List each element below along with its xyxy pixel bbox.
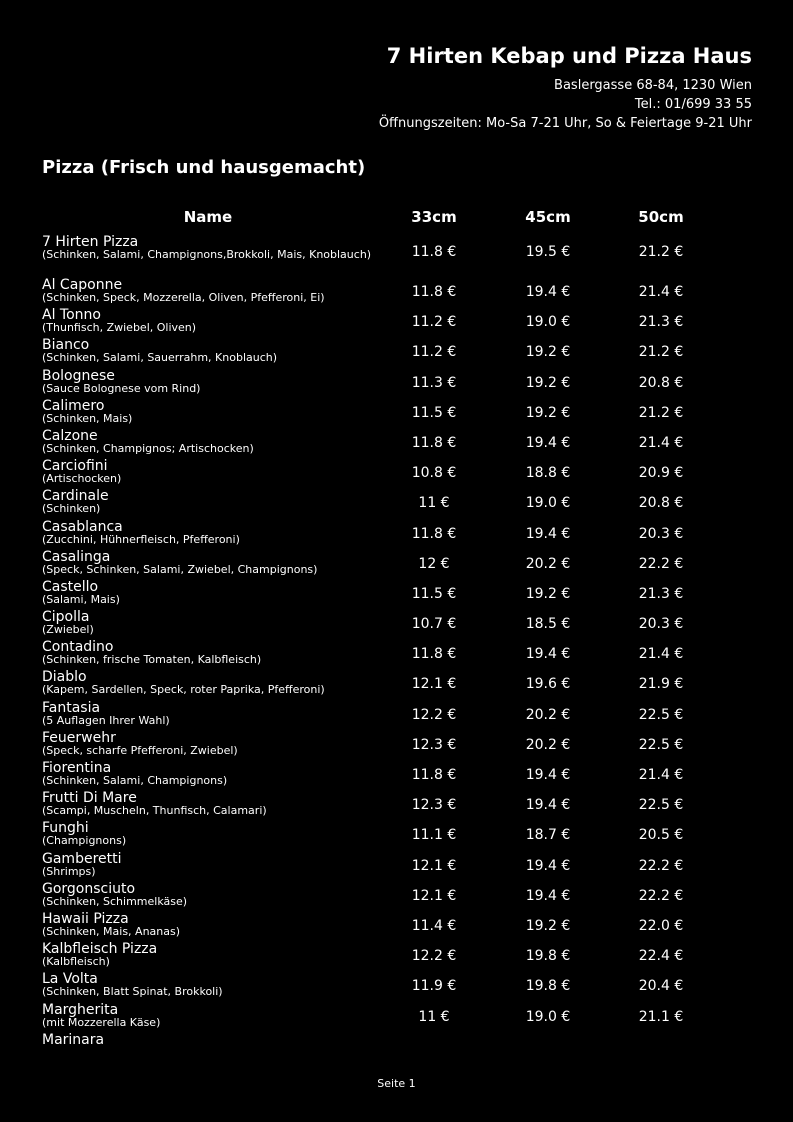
pizza-ingredients: (Zwiebel)	[42, 623, 94, 637]
column-header-50cm: 50cm	[638, 208, 684, 226]
pizza-name: Diablo	[42, 669, 87, 686]
price-45cm: 19.0 €	[525, 314, 571, 331]
price-33cm: 12.1 €	[411, 676, 457, 693]
price-50cm: 21.4 €	[638, 434, 684, 451]
price-33cm: 11.2 €	[411, 314, 457, 331]
pizza-name-cell	[42, 1002, 374, 1030]
pizza-name-cell	[42, 911, 374, 939]
price-33cm: 12.3 €	[411, 797, 457, 814]
table-row	[0, 639, 793, 669]
pizza-ingredients: (Schinken, Mais)	[42, 411, 133, 425]
pizza-name: Marinara	[42, 1031, 105, 1048]
pizza-name: Carciofini	[42, 458, 108, 475]
table-row	[0, 700, 793, 730]
price-33cm: 11 €	[418, 495, 450, 512]
price-33cm: 12.2 €	[411, 706, 457, 723]
pizza-name: Contadino	[42, 639, 114, 656]
price-33cm: 11.3 €	[411, 374, 457, 391]
pizza-name-cell	[42, 428, 374, 456]
price-45cm: 19.4 €	[525, 767, 571, 783]
pizza-name: Margherita	[42, 1001, 119, 1018]
table-row	[0, 428, 793, 458]
price-50cm: 22.5 €	[638, 706, 684, 723]
pizza-name-cell	[42, 398, 374, 426]
table-row	[0, 820, 793, 850]
pizza-name-cell	[42, 1032, 374, 1048]
price-45cm: 19.2 €	[525, 917, 571, 934]
price-45cm: 19.4 €	[525, 284, 571, 300]
price-50cm: 21.3 €	[638, 314, 684, 331]
price-45cm: 19.4 €	[525, 646, 571, 663]
pizza-name: Cipolla	[42, 609, 90, 626]
pizza-name: Funghi	[42, 820, 89, 837]
pizza-name: Casablanca	[42, 518, 123, 535]
pizza-name: Frutti Di Mare	[42, 790, 137, 807]
pizza-ingredients: (Schinken, Mais, Ananas)	[42, 924, 181, 938]
pizza-name-cell	[42, 760, 374, 788]
pizza-name-cell	[42, 971, 374, 999]
pizza-ingredients: (Speck, scharfe Pfefferoni, Zwiebel)	[42, 743, 238, 757]
price-50cm: 20.8 €	[638, 374, 684, 391]
pizza-name-cell	[42, 820, 374, 848]
price-50cm: 21.4 €	[638, 767, 684, 783]
price-33cm: 10.7 €	[411, 616, 457, 633]
price-45cm: 18.5 €	[525, 616, 571, 633]
price-45cm: 19.6 €	[525, 676, 571, 693]
table-row	[0, 1032, 793, 1062]
table-row	[0, 790, 793, 820]
pizza-ingredients: (Schinken, Salami, Champignons)	[42, 774, 228, 787]
price-50cm: 21.3 €	[638, 585, 684, 602]
pizza-name-cell	[42, 337, 374, 365]
price-45cm: 19.2 €	[525, 404, 571, 421]
table-row	[0, 730, 793, 760]
table-row	[0, 337, 793, 367]
table-row	[0, 609, 793, 639]
price-50cm: 21.2 €	[638, 244, 684, 260]
price-33cm: 11 €	[418, 1008, 450, 1025]
price-33cm: 11.8 €	[411, 646, 457, 663]
price-45cm: 19.8 €	[525, 978, 571, 995]
pizza-ingredients: (Champignons)	[42, 834, 127, 848]
pizza-name-cell	[42, 730, 374, 758]
price-50cm: 22.0 €	[638, 917, 684, 934]
pizza-name-cell	[42, 609, 374, 637]
pizza-name: Al Caponne	[42, 277, 123, 293]
price-33cm: 12.2 €	[411, 948, 457, 965]
table-row	[0, 549, 793, 579]
table-row	[0, 398, 793, 428]
price-50cm: 20.3 €	[638, 616, 684, 633]
price-33cm: 12.1 €	[411, 887, 457, 904]
pizza-ingredients: (5 Auflagen Ihrer Wahl)	[42, 713, 170, 727]
pizza-name: Al Tonno	[42, 307, 101, 324]
pizza-ingredients: (Speck, Schinken, Salami, Zwiebel, Champignons)	[42, 562, 318, 576]
table-row	[0, 307, 793, 337]
pizza-name: Gamberetti	[42, 850, 122, 867]
pizza-name: Casalinga	[42, 548, 111, 565]
price-50cm: 22.2 €	[638, 857, 684, 874]
pizza-name-cell	[42, 549, 374, 577]
pizza-name-cell	[42, 669, 374, 697]
pizza-name: Kalbfleisch Pizza	[42, 941, 158, 958]
pizza-ingredients: (Schinken, frische Tomaten, Kalbfleisch)	[42, 653, 262, 667]
pizza-name: Gorgonsciuto	[42, 880, 136, 897]
pizza-name-cell	[42, 579, 374, 607]
table-row	[0, 911, 793, 941]
section-title: Pizza (Frisch und hausgemacht)	[42, 157, 366, 178]
pizza-name: Fantasia	[42, 699, 101, 716]
price-45cm: 19.0 €	[525, 495, 571, 512]
price-45cm: 20.2 €	[525, 555, 571, 572]
column-header-name: Name	[183, 208, 233, 226]
pizza-name: Calzone	[42, 427, 98, 444]
price-33cm: 11.4 €	[411, 917, 457, 934]
table-row	[0, 760, 793, 790]
price-45cm: 19.2 €	[525, 344, 571, 361]
price-33cm: 11.2 €	[411, 344, 457, 361]
price-50cm: 20.5 €	[638, 827, 684, 844]
price-45cm: 19.8 €	[525, 948, 571, 965]
price-45cm: 19.4 €	[525, 857, 571, 874]
price-45cm: 19.0 €	[525, 1008, 571, 1025]
pizza-name-cell	[42, 277, 374, 305]
price-33cm: 11.9 €	[411, 978, 457, 995]
table-row	[0, 519, 793, 549]
pizza-name: Bolognese	[42, 367, 115, 384]
price-45cm: 20.2 €	[525, 706, 571, 723]
pizza-name: Bianco	[42, 337, 90, 354]
pizza-ingredients: (Salami, Mais)	[42, 592, 120, 606]
table-row	[0, 1002, 793, 1032]
price-33cm: 11.5 €	[411, 585, 457, 602]
price-50cm: 21.2 €	[638, 344, 684, 361]
pizza-ingredients: (Schinken, Champignos; Artischocken)	[42, 441, 254, 455]
menu-table	[0, 234, 793, 1062]
price-50cm: 22.4 €	[638, 948, 684, 965]
price-45cm: 18.8 €	[525, 465, 571, 482]
pizza-ingredients: (Kapem, Sardellen, Speck, roter Paprika, Pfefferoni)	[42, 683, 325, 697]
pizza-name-cell	[42, 851, 374, 879]
price-33cm: 11.1 €	[411, 827, 457, 844]
table-row	[0, 941, 793, 971]
page-number: Seite 1	[377, 1077, 416, 1090]
pizza-name: Cardinale	[42, 488, 109, 505]
price-50cm: 21.4 €	[638, 646, 684, 663]
price-33cm: 11.5 €	[411, 404, 457, 421]
pizza-ingredients: (Schinken, Speck, Mozzerella, Oliven, Pfefferoni, Ei)	[42, 291, 325, 304]
pizza-name: 7 Hirten Pizza	[42, 234, 139, 250]
price-45cm: 19.4 €	[525, 797, 571, 814]
pizza-name-cell	[42, 234, 374, 262]
restaurant-phone: Tel.: 01/699 33 55	[634, 97, 752, 112]
pizza-name: Calimero	[42, 397, 105, 414]
pizza-name: La Volta	[42, 971, 98, 988]
pizza-ingredients: (Schinken)	[42, 502, 101, 516]
column-header-33cm: 33cm	[411, 208, 457, 226]
price-45cm: 19.5 €	[525, 244, 571, 260]
price-33cm: 10.8 €	[411, 465, 457, 482]
pizza-ingredients: (Thunfisch, Zwiebel, Oliven)	[42, 321, 197, 335]
price-50cm: 21.2 €	[638, 404, 684, 421]
column-header-45cm: 45cm	[525, 208, 571, 226]
pizza-name-cell	[42, 488, 374, 516]
pizza-name-cell	[42, 458, 374, 486]
price-50cm: 22.2 €	[638, 555, 684, 572]
price-50cm: 20.3 €	[638, 525, 684, 542]
pizza-name: Feuerwehr	[42, 729, 116, 746]
pizza-ingredients: (Shrimps)	[42, 864, 96, 878]
table-row	[0, 458, 793, 488]
price-50cm: 20.4 €	[638, 978, 684, 995]
price-45cm: 19.4 €	[525, 525, 571, 542]
restaurant-address: Baslergasse 68-84, 1230 Wien	[554, 78, 752, 93]
price-45cm: 19.2 €	[525, 585, 571, 602]
pizza-ingredients: (mit Mozzerella Käse)	[42, 1015, 161, 1029]
price-33cm: 11.8 €	[411, 767, 457, 783]
price-33cm: 12.3 €	[411, 736, 457, 753]
price-50cm: 20.9 €	[638, 465, 684, 482]
price-33cm: 11.8 €	[411, 284, 457, 300]
pizza-name-cell	[42, 700, 374, 728]
opening-hours: Öffnungszeiten: Mo-Sa 7-21 Uhr, So & Feiertage 9-21 Uhr	[378, 116, 752, 131]
pizza-name-cell	[42, 881, 374, 909]
pizza-ingredients: (Artischocken)	[42, 472, 122, 486]
price-45cm: 19.2 €	[525, 374, 571, 391]
pizza-ingredients: (Schinken, Salami, Sauerrahm, Knoblauch)	[42, 351, 278, 365]
price-50cm: 21.1 €	[638, 1008, 684, 1025]
pizza-ingredients: (Schinken, Schimmelkäse)	[42, 894, 188, 908]
price-45cm: 20.2 €	[525, 736, 571, 753]
price-50cm: 21.4 €	[638, 284, 684, 300]
price-50cm: 21.9 €	[638, 676, 684, 693]
table-row	[0, 851, 793, 881]
pizza-ingredients: (Schinken, Salami, Champignons,Brokkoli, Mais, Knoblauch)	[42, 248, 372, 261]
table-row	[0, 234, 793, 277]
restaurant-header	[379, 42, 752, 133]
table-row	[0, 579, 793, 609]
pizza-ingredients: (Schinken, Blatt Spinat, Brokkoli)	[42, 985, 223, 999]
pizza-ingredients: (Kalbfleisch)	[42, 955, 110, 969]
table-row	[0, 368, 793, 398]
price-33cm: 12 €	[418, 555, 450, 572]
price-45cm: 19.4 €	[525, 887, 571, 904]
table-row	[0, 881, 793, 911]
pizza-name-cell	[42, 941, 374, 969]
table-row	[0, 277, 793, 307]
price-50cm: 22.2 €	[638, 887, 684, 904]
price-33cm: 12.1 €	[411, 857, 457, 874]
pizza-name-cell	[42, 790, 374, 818]
price-45cm: 18.7 €	[525, 827, 571, 844]
pizza-name-cell	[42, 519, 374, 547]
pizza-ingredients: (Scampi, Muscheln, Thunfisch, Calamari)	[42, 804, 267, 818]
table-row	[0, 669, 793, 699]
table-row	[0, 971, 793, 1001]
pizza-name-cell	[42, 368, 374, 396]
pizza-name: Fiorentina	[42, 760, 112, 776]
price-33cm: 11.8 €	[411, 525, 457, 542]
price-45cm: 19.4 €	[525, 434, 571, 451]
pizza-name: Castello	[42, 578, 99, 595]
table-header	[0, 208, 793, 228]
price-50cm: 20.8 €	[638, 495, 684, 512]
restaurant-title: 7 Hirten Kebap und Pizza Haus	[386, 44, 752, 68]
price-33cm: 11.8 €	[411, 434, 457, 451]
table-row	[0, 488, 793, 518]
pizza-ingredients: (Zucchini, Hühnerfleisch, Pfefferoni)	[42, 532, 240, 546]
pizza-name-cell	[42, 307, 374, 335]
pizza-name: Hawaii Pizza	[42, 910, 129, 927]
pizza-name-cell	[42, 639, 374, 667]
pizza-ingredients: (Sauce Bolognese vom Rind)	[42, 381, 201, 395]
price-50cm: 22.5 €	[638, 797, 684, 814]
price-50cm: 22.5 €	[638, 736, 684, 753]
price-33cm: 11.8 €	[411, 244, 457, 260]
